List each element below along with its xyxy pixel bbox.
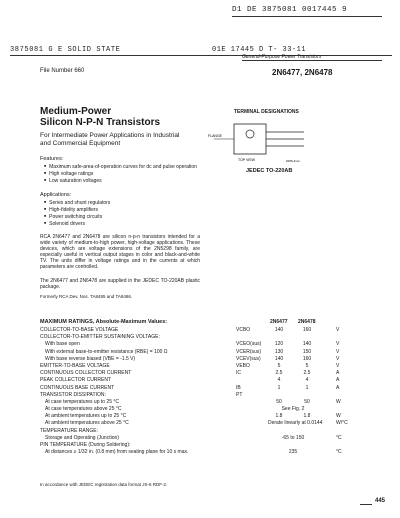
company-line: 3875081 G E SOLID STATE [10,46,121,54]
rating-unit: W/°C [336,420,348,427]
table-row [40,406,392,413]
rating-unit: °C [336,434,342,441]
rating-label: PIN TEMPERATURE (During Soldering): [40,442,131,448]
jedec-package-label: JEDEC TO-220AB [246,168,293,174]
rating-label: TRANSISTOR DISSIPATION: [40,391,106,398]
rating-value-2n6478: 160 [302,355,312,362]
features-heading: Features: [40,156,64,162]
rating-label: EMITTER-TO-BASE VOLTAGE [40,362,110,369]
table-row [40,363,392,370]
rating-value-2n6477: 1 [277,384,281,391]
rating-value-2n6478: 5 [305,362,309,369]
features-list [44,163,197,184]
page-number-rule [360,504,372,505]
description-paragraph-2: The 2N6477 and 2N6478 are supplied in the JEDEC TO-220AB plastic package. [40,278,200,290]
rating-value-2n6478: 1 [305,384,309,391]
rating-unit: W [336,413,341,420]
feature-item: ■ Maximum safe-area-of-operation curves for dc and pulse operation [44,163,194,170]
rating-label: COLLECTOR-TO-EMITTER SUSTAINING VOLTAGE: [40,334,160,341]
top-rule [232,16,382,17]
to220-package-drawing [206,116,316,168]
table-row [40,341,392,348]
rating-label: COLLECTOR-TO-BASE VOLTAGE [40,327,119,333]
rating-value-2n6477: 140 [274,327,284,333]
rating-value: -65 to 150 [281,434,305,441]
rating-value-2n6478: 160 [302,327,312,333]
part-numbers: 2N6477, 2N6478 [272,68,333,77]
rating-label: CONTINUOUS COLLECTOR CURRENT [40,370,132,377]
rating-value-2n6478: 4 [305,377,309,384]
table-row [40,327,392,334]
table-row [40,392,392,399]
table-row [40,428,392,435]
category-rule [242,60,382,61]
application-item: ■ High-fidelity amplifiers [44,206,110,213]
table-row [40,435,392,442]
ratings-table [40,327,392,456]
rating-unit: V [336,348,340,355]
document-number: 01E 17445 D T- 33-11 [212,46,307,54]
application-item: ■ Series and shunt regulators [44,199,110,206]
diagram-code: 9205-4xxx [286,159,300,163]
rating-value-2n6478: 140 [302,341,312,348]
rating-label: With external base-to-emitter resistance (RBE) = 100 Ω [45,348,168,355]
rating-value-2n6477: 50 [276,398,282,405]
table-row [40,334,392,341]
rating-value-2n6478: 50 [304,398,310,405]
rating-symbol: VCER(sus) [236,348,262,355]
rating-value-2n6477: 2.5 [275,370,283,377]
applications-list [44,199,110,227]
table-row [40,442,392,449]
table-row [40,370,392,377]
column-header-2n6477: 2N6477 [270,319,288,325]
rating-unit: V [336,362,340,369]
rating-unit: V [336,341,340,348]
rating-unit: °C [336,449,342,456]
title-line-1: Medium-Power [40,106,112,117]
rating-label: With base open [45,341,80,348]
ratings-footnote: In accordance with JEDEC registration data format JS-6 RDF-2. [40,482,168,487]
rating-unit: A [336,370,340,377]
feature-item: ■ Low saturation voltages [44,177,194,184]
rating-value-2n6477: 130 [274,348,284,355]
rating-unit: A [336,377,340,384]
rating-label: At distances ≥ 1/32 in. (0.8 mm) from seating plane for 10 s max. [45,449,189,456]
rating-unit: V [336,327,340,333]
description-footnote: Formerly RCA Dev. Nos. TA8485 and TA8486. [40,294,133,299]
ratings-heading: MAXIMUM RATINGS, Absolute-Maximum Values: [40,319,168,325]
document-title [40,106,160,128]
rating-unit: A [336,384,340,391]
rating-value-2n6478: 150 [302,348,312,355]
flange-label: FLANGE [208,134,223,138]
rating-value-2n6477: 1.8 [275,413,283,420]
rating-unit: W [336,398,341,405]
rating-label: Storage and Operating (Junction) [45,434,119,441]
rating-unit: V [336,355,340,362]
top-reference-code: D1 DE 3875081 0017445 9 [232,6,348,14]
application-item: ■ Solenoid drivers [44,220,110,227]
table-row [40,420,392,427]
rating-value-2n6477: 120 [274,341,284,348]
rating-label: TEMPERATURE RANGE: [40,427,98,434]
rating-label: PEAK COLLECTOR CURRENT [40,377,112,384]
category-title: General-Purpose Power Transistors [242,54,322,60]
rating-label: At case temperatures above 25 °C [45,406,122,413]
rating-label: CONTINUOUS BASE CURRENT [40,384,115,391]
rating-symbol: VEBO [236,362,250,369]
table-row [40,385,392,392]
header-rule [10,55,392,56]
rating-value: See Fig. 2 [281,406,305,413]
rating-value-2n6478: 2.5 [303,370,311,377]
rating-label: At ambient temperatures above 25 °C [45,420,129,427]
feature-item: ■ High voltage ratings [44,170,194,177]
table-row [40,413,392,420]
rating-label: At ambient temperatures up to 25 °C [45,413,127,420]
subtitle: For Intermediate Power Applications in Industrial and Commercial Equipment [40,132,180,147]
top-view-label: TOP VIEW [238,158,255,162]
applications-heading: Applications: [40,192,72,198]
rating-value: 235 [288,449,298,456]
table-row [40,399,392,406]
rating-value-2n6477: 4 [277,377,281,384]
rating-symbol: VCEO(sus) [236,341,262,348]
file-number: File Number 660 [40,68,85,74]
page-number: 445 [375,498,386,504]
rating-symbol: PT [236,391,243,398]
table-row [40,356,392,363]
table-row [40,377,392,384]
column-header-2n6478: 2N6478 [298,319,316,325]
description-paragraph-1: RCA 2N6477 and 2N6478 are silicon n-p-n transistors intended for a wide variety of medium-to-high power, high-voltage applications. These devices, which are voltage extensions of the 2N5298 family, are especially useful in vertical output stages in color and black-and-white TV. The units differ in voltage ratings and in the currents at which parameters are controlled. [40,234,200,270]
table-row [40,449,392,456]
rating-label: At case temperatures up to 25 °C [45,398,119,405]
rating-value-2n6477: 140 [274,355,284,362]
rating-label: With base reverse biased (VBE = -1.5 V) [45,355,136,362]
table-row [40,349,392,356]
rating-value-2n6477: 5 [277,362,281,369]
rating-symbol: IB [236,384,241,391]
terminal-designations-title: TERMINAL DESIGNATIONS [234,109,299,115]
application-item: ■ Power switching circuits [44,213,110,220]
rating-symbol: IC [236,370,241,377]
rating-value-2n6478: 1.8 [303,413,311,420]
rating-symbol: VCEV(sus) [236,355,261,362]
rating-value: Derate linearly at 0.0144 [268,420,323,427]
title-line-2: Silicon N-P-N Transistors [40,117,161,128]
rating-symbol: VCBO [236,327,251,333]
